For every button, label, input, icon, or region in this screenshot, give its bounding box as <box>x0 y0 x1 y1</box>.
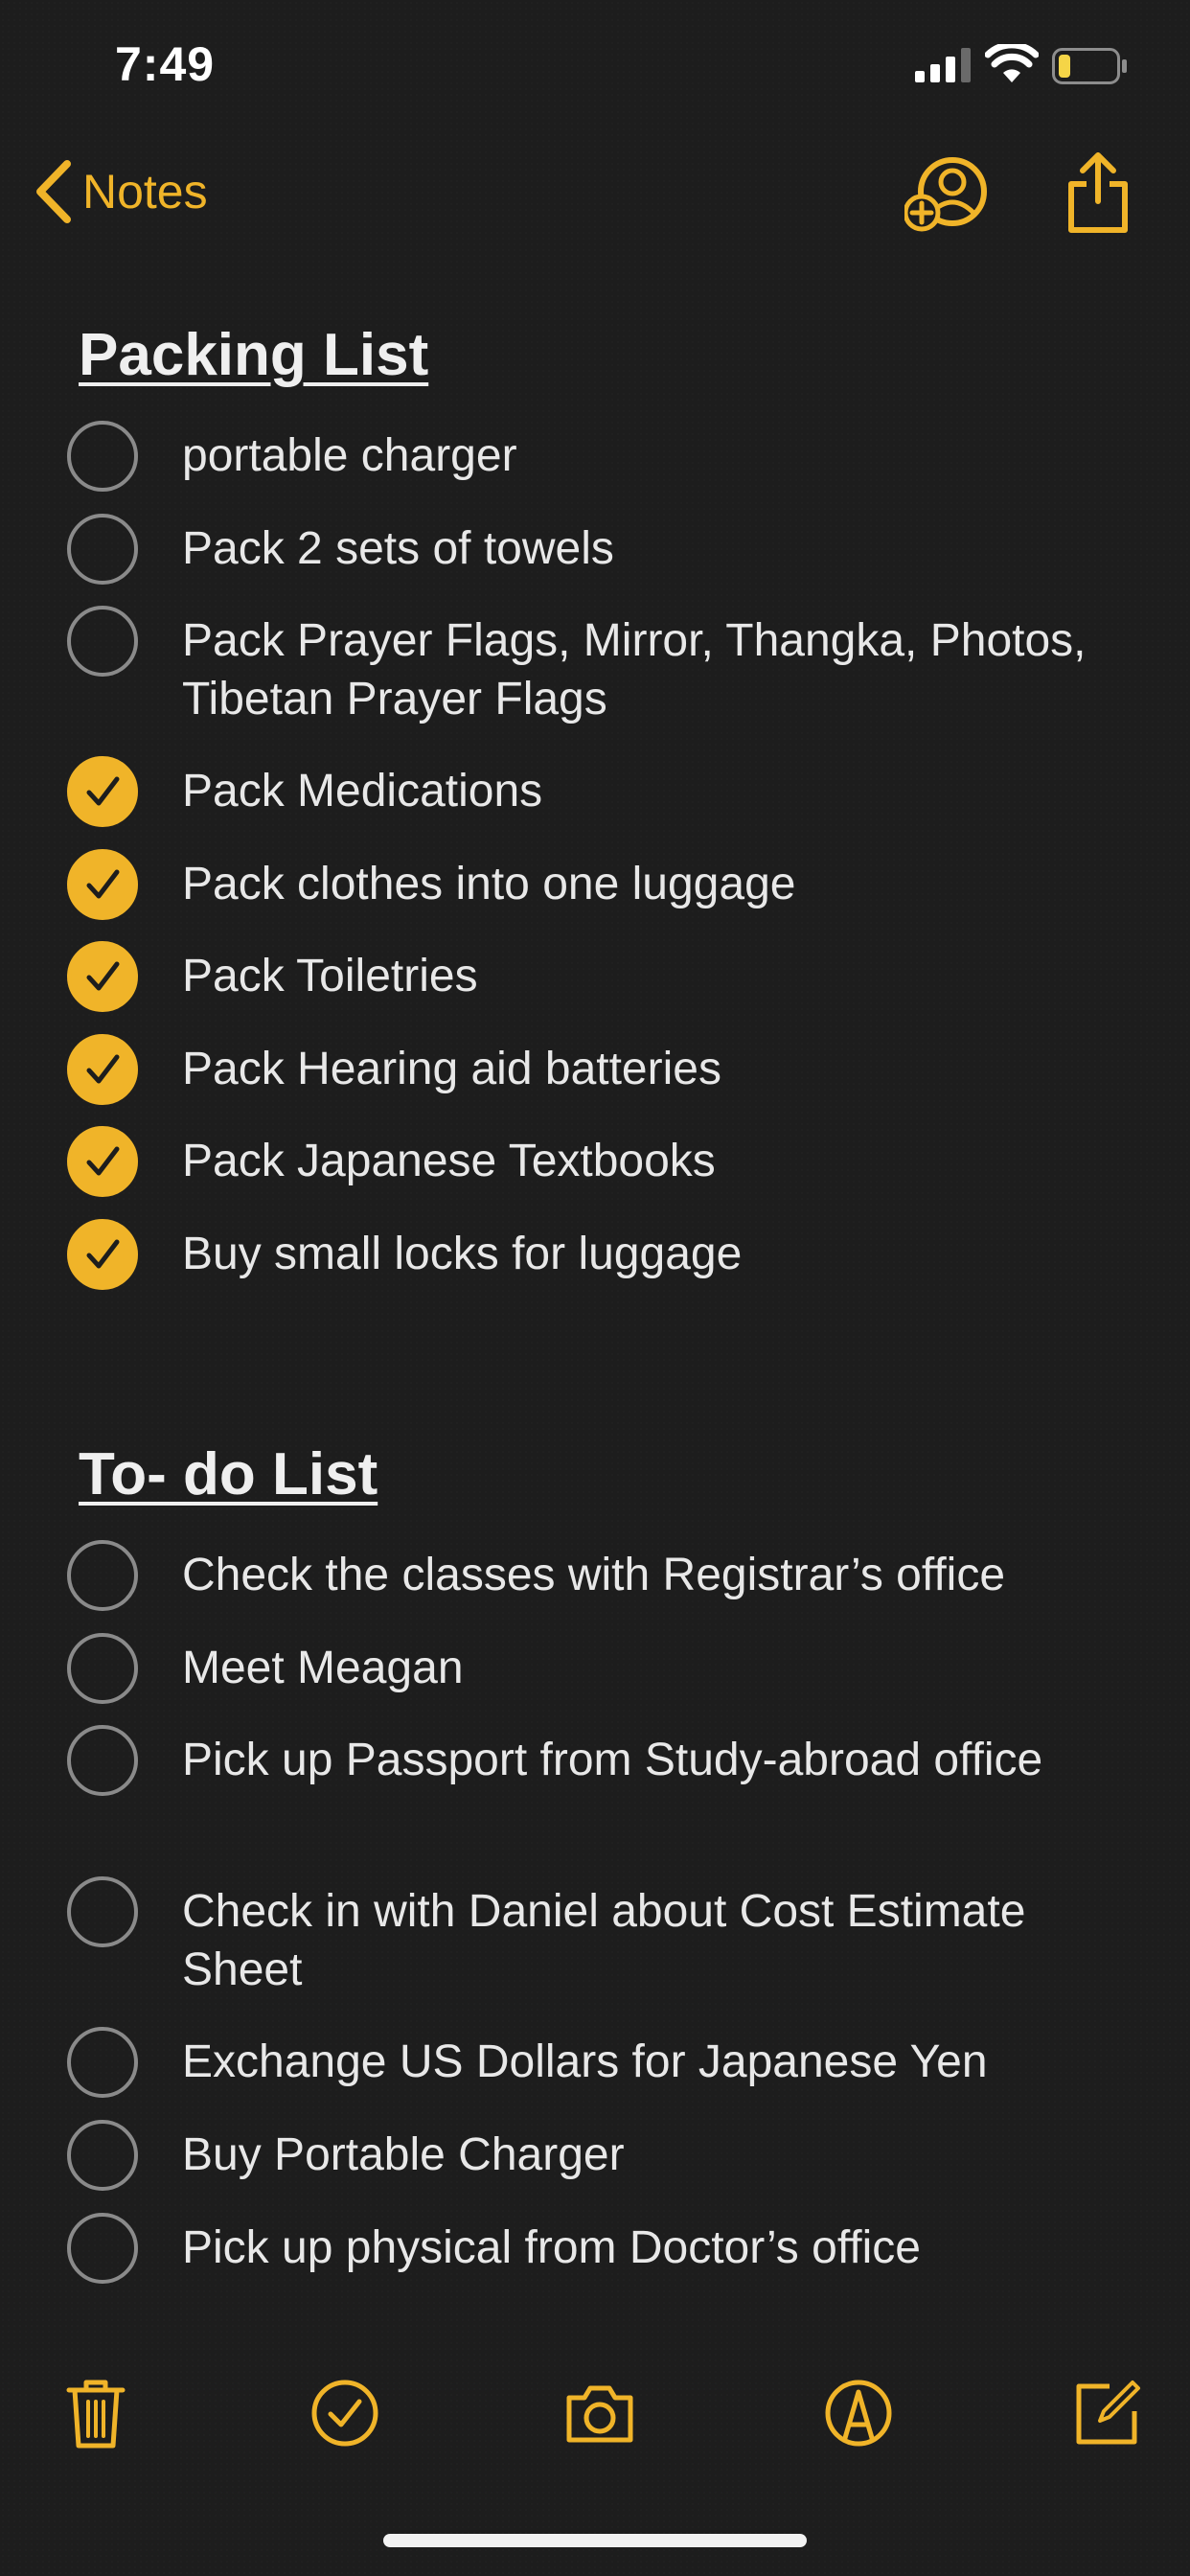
item-text[interactable]: Pack 2 sets of towels <box>182 523 614 574</box>
add-person-icon[interactable] <box>904 153 989 234</box>
unchecked-circle-icon[interactable] <box>67 2213 138 2284</box>
item-text[interactable]: Pack Toiletries <box>182 951 478 1001</box>
bottom-toolbar <box>0 2367 1190 2463</box>
cellular-signal-icon <box>915 48 973 82</box>
home-indicator[interactable] <box>383 2534 807 2547</box>
item-text[interactable]: Check in with Daniel about Cost Estimate Sheet <box>182 1886 1026 1995</box>
checkmark-icon <box>84 1143 121 1180</box>
item-text[interactable]: Pack Prayer Flags, Mirror, Thangka, Photos, Tibetan Prayer Flags <box>182 615 1087 724</box>
unchecked-circle-icon[interactable] <box>67 1725 138 1796</box>
checklist-icon[interactable] <box>309 2377 381 2450</box>
item-text[interactable]: Pick up physical from Doctor’s office <box>182 2222 921 2273</box>
wifi-icon <box>985 44 1039 84</box>
checkmark-icon <box>84 773 121 810</box>
markup-pen-icon[interactable] <box>822 2377 895 2450</box>
item-text[interactable]: portable charger <box>182 430 517 481</box>
unchecked-circle-icon[interactable] <box>67 1633 138 1704</box>
unchecked-circle-icon[interactable] <box>67 2120 138 2191</box>
trash-icon[interactable] <box>59 2377 132 2450</box>
item-text[interactable]: Pack clothes into one luggage <box>182 859 796 909</box>
compose-icon[interactable] <box>1071 2377 1144 2450</box>
checked-circle-icon[interactable] <box>67 849 138 920</box>
item-text[interactable]: Meet Meagan <box>182 1643 464 1693</box>
battery-icon <box>1052 48 1129 84</box>
checkmark-icon <box>84 1236 121 1273</box>
checkmark-icon <box>84 1051 121 1088</box>
camera-icon[interactable] <box>563 2377 636 2450</box>
item-text[interactable]: Pack Medications <box>182 766 543 816</box>
unchecked-circle-icon[interactable] <box>67 2027 138 2098</box>
checked-circle-icon[interactable] <box>67 756 138 827</box>
item-text[interactable]: Pack Japanese Textbooks <box>182 1136 716 1186</box>
checked-circle-icon[interactable] <box>67 1219 138 1290</box>
status-bar <box>0 0 1190 125</box>
checkmark-icon <box>84 866 121 903</box>
item-text[interactable]: Exchange US Dollars for Japanese Yen <box>182 2036 988 2087</box>
unchecked-circle-icon[interactable] <box>67 421 138 492</box>
checked-circle-icon[interactable] <box>67 1034 138 1105</box>
item-text[interactable]: Pack Hearing aid batteries <box>182 1044 721 1094</box>
share-icon[interactable] <box>1065 150 1131 234</box>
todo-list-title: To- do List <box>79 1441 378 1507</box>
item-text[interactable]: Buy small locks for luggage <box>182 1229 743 1279</box>
unchecked-circle-icon[interactable] <box>67 606 138 677</box>
navigation-bar <box>0 144 1190 240</box>
unchecked-circle-icon[interactable] <box>67 1876 138 1947</box>
back-label: Notes <box>82 165 208 218</box>
unchecked-circle-icon[interactable] <box>67 514 138 585</box>
item-text[interactable]: Buy Portable Charger <box>182 2129 625 2180</box>
status-time: 7:49 <box>115 37 216 91</box>
item-text[interactable]: Pick up Passport from Study-abroad office <box>182 1735 1043 1785</box>
item-text[interactable]: Check the classes with Registrar’s office <box>182 1550 1006 1600</box>
unchecked-circle-icon[interactable] <box>67 1540 138 1611</box>
chevron-left-icon <box>34 160 73 223</box>
checkmark-icon <box>84 958 121 995</box>
checked-circle-icon[interactable] <box>67 941 138 1012</box>
back-button[interactable] <box>34 157 208 226</box>
packing-list-title: Packing List <box>79 322 429 388</box>
checked-circle-icon[interactable] <box>67 1126 138 1197</box>
